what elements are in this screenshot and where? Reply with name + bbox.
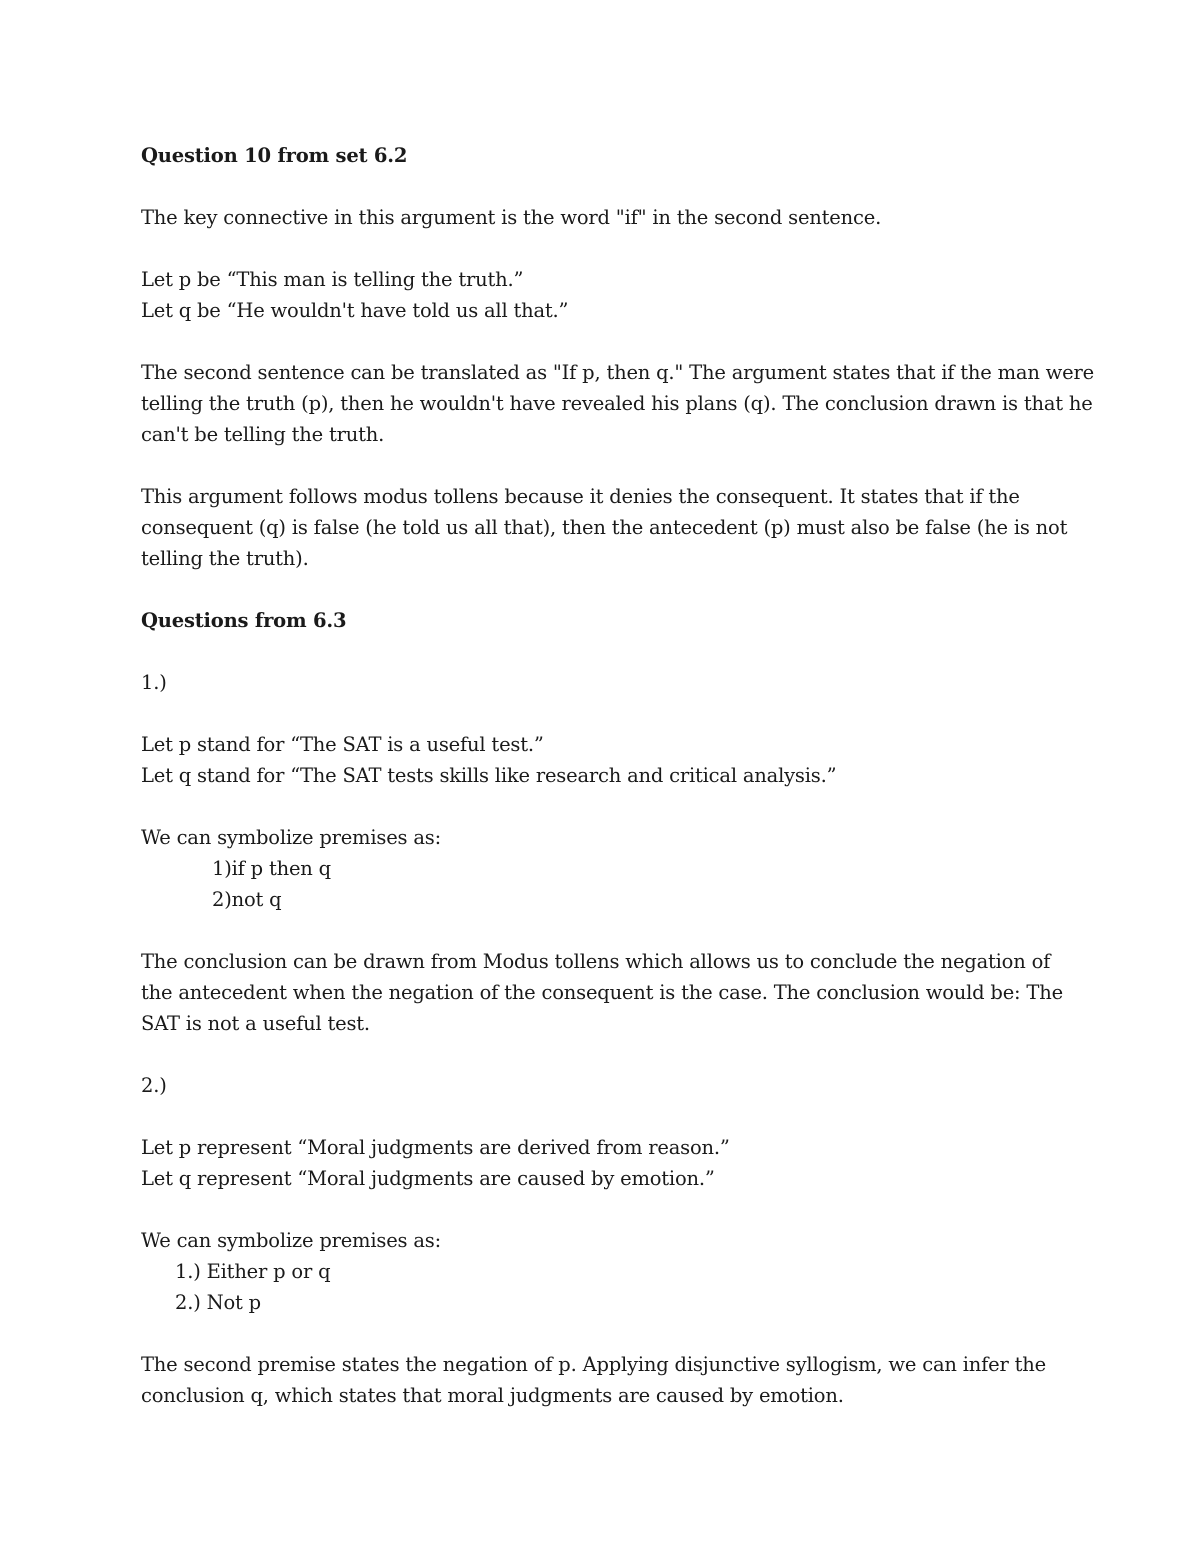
premise-item: 1.) Either p or q xyxy=(175,1260,331,1283)
document-page xyxy=(141,140,1094,1411)
premise-item: 1)if p then q xyxy=(212,857,331,880)
symbolize-intro: We can symbolize premises as: xyxy=(141,1229,441,1252)
paragraph-line: consequent (q) is false (he told us all that), then the antecedent (p) must also be false (he is not xyxy=(141,516,1068,539)
paragraph-line: SAT is not a useful test. xyxy=(141,1012,370,1035)
paragraph-line: can't be telling the truth. xyxy=(141,423,385,446)
definition-q: Let q be “He wouldn't have told us all that.” xyxy=(141,299,569,322)
paragraph-line: The conclusion can be drawn from Modus tollens which allows us to conclude the negation of xyxy=(141,950,1051,973)
section-heading-6-3: Questions from 6.3 xyxy=(141,609,347,632)
definition-q: Let q stand for “The SAT tests skills like research and critical analysis.” xyxy=(141,764,837,787)
paragraph-line: telling the truth). xyxy=(141,547,309,570)
paragraph-line: conclusion q, which states that moral judgments are caused by emotion. xyxy=(141,1384,844,1407)
paragraph-line: telling the truth (p), then he wouldn't have revealed his plans (q). The conclusion drawn is that he xyxy=(141,392,1093,415)
symbolize-intro: We can symbolize premises as: xyxy=(141,826,441,849)
paragraph-line: The second sentence can be translated as "If p, then q." The argument states that if the man were xyxy=(141,361,1094,384)
definition-p: Let p be “This man is telling the truth.” xyxy=(141,268,524,291)
question-number: 2.) xyxy=(141,1074,167,1097)
definition-q: Let q represent “Moral judgments are caused by emotion.” xyxy=(141,1167,715,1190)
paragraph-line: This argument follows modus tollens because it denies the consequent. It states that if the xyxy=(141,485,1020,508)
definition-p: Let p represent “Moral judgments are derived from reason.” xyxy=(141,1136,730,1159)
definition-p: Let p stand for “The SAT is a useful test.” xyxy=(141,733,544,756)
premise-item: 2)not q xyxy=(212,888,282,911)
intro-sentence: The key connective in this argument is the word "if" in the second sentence. xyxy=(141,206,882,229)
paragraph-line: The second premise states the negation of p. Applying disjunctive syllogism, we can infer the xyxy=(141,1353,1046,1376)
question-number: 1.) xyxy=(141,671,167,694)
paragraph-line: the antecedent when the negation of the consequent is the case. The conclusion would be: The xyxy=(141,981,1063,1004)
section-heading-set-6-2: Question 10 from set 6.2 xyxy=(141,144,408,167)
premise-item: 2.) Not p xyxy=(175,1291,261,1314)
